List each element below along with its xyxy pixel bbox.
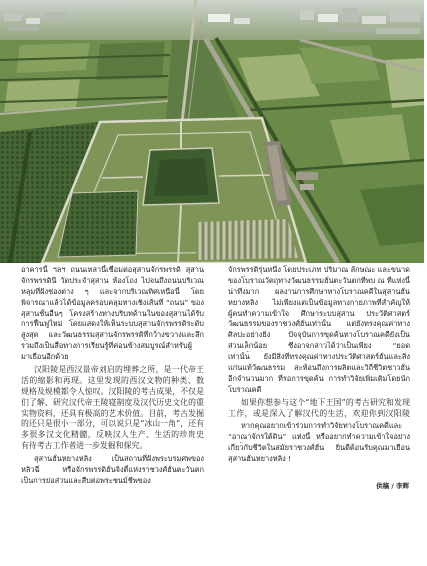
excavation-pits bbox=[196, 219, 298, 260]
text-line: หลุมที่ฝังช่องต่าง ๆ และจากบริเวณทิศเหนือนี้ โดย bbox=[21, 286, 204, 296]
left-text-column bbox=[21, 265, 204, 487]
text-line: 有待考古工作者进一步发掘和探究。 bbox=[21, 441, 148, 451]
text-line: สุสานฮั่นหยางหลิง ! bbox=[228, 454, 292, 464]
photo-credit: 供稿 / 李辉 bbox=[376, 482, 409, 490]
thai-paragraph bbox=[21, 454, 204, 487]
text-line: “อาณาจักรใต้ดิน” แห่งนี้ หรืออยากทำความเข้าใจอย่าง bbox=[228, 432, 410, 442]
text-line: 们了解、研究汉代帝王陵寝制度及汉代历史文化的重 bbox=[21, 397, 204, 407]
thai-paragraph bbox=[21, 265, 204, 363]
text-line: 汉阳陵是西汉景帝刘启的埋葬之所，是一代帝王 bbox=[34, 365, 204, 375]
chinese-paragraph bbox=[21, 365, 204, 452]
text-line: จักรพรรดิรุ่นหนึ่ง โดยประเภท ปริมาณ ลักษณะ และขนาด bbox=[228, 265, 410, 274]
chinese-paragraph bbox=[228, 398, 410, 420]
text-line: น่าทึ่งมาก ผลงานการศึกษาทางโบราณคดีในสุสานฮั่น bbox=[228, 286, 410, 296]
text-line: 的还只是很小一部分，可以说只是“冰山一角”，还有 bbox=[21, 419, 204, 429]
text-line: 规格及规模都令人惊叹。汉阳陵的考古成果，不仅是 bbox=[21, 386, 204, 396]
text-line: 如果你想参与这个“地下王国”的考古研究和发现 bbox=[241, 397, 410, 407]
text-line: 活的缩影和再现。这里发现的西汉文物的种类、数 bbox=[21, 375, 204, 385]
text-line: ผู้คนทำความเข้าใจ ศึกษาระบบสุสาน ประวัติศาสตร์ bbox=[228, 308, 410, 318]
text-line: สุสานฮั่นหยางหลิง เป็นสถานที่ฝังพระบรมศพของ bbox=[34, 454, 204, 464]
text-line: หยางหลิง ไม่เพียงแต่เป็นข้อมูลทางกายภาพที่สำคัญให้ bbox=[228, 297, 410, 307]
right-text-column bbox=[228, 265, 410, 465]
text-line: ของโบราณวัตถุทางวัฒนธรรมฮั่นตะวันตกที่พบ ณ ที่แห่งนี้ bbox=[228, 275, 410, 285]
text-line: อีกจำนวนมาก ที่รอการขุดค้น การทำวิจัยเพิ่มเติมโดยนัก bbox=[228, 373, 410, 383]
tree-square bbox=[58, 191, 138, 257]
text-line: จักรพรรดินี วัดประจำสุสาน ห้องโถง ไปจนถึงถนนบริเวณ bbox=[21, 275, 204, 285]
text-line: หลิวฉี่ หรือจักรพรรดิฮั่นจิ่งตี้แห่งราชวงศ์ฮั่นตะวันตก bbox=[21, 465, 204, 475]
text-line: เท่านั้น ยังมีสิ่งที่ทรงคุณค่าทางประวัติศาสตร์ฮั่นและสิ่ง bbox=[228, 352, 410, 362]
text-line: แก่นแท้วัฒนธรรม สะท้อนถึงการผลิตและวิถีชีวิตชาวฮั่น bbox=[228, 363, 410, 373]
text-line: พิจารณาแล้วได้ข้อมูลครอบคลุมทางเชิงเส้นที่ “ถนน” ของ bbox=[21, 297, 204, 307]
text-line: ส่วนเล็กน้อย ซึ่งอาจกล่าวได้ว่าเป็นเพียง “ยอด bbox=[228, 341, 410, 351]
text-line: สูงสุด และวัฒนธรรมสุสานจักรพรรดิที่กว้างขวางและลึก bbox=[21, 330, 204, 340]
text-line: รวมถึงเป็นสื่อทางการเรียนรู้ที่ค่อนข้างสมบูรณ์สำหรับผู้ bbox=[21, 341, 192, 351]
text-line: ศิลปะอย่างยิ่ง ปัจจุบันการขุดค้นทางโบราณคดียังเป็น bbox=[228, 330, 410, 340]
text-line: 实物资料，还具有极高的艺术价值。目前，考古发掘 bbox=[21, 408, 204, 418]
aerial-photo bbox=[0, 0, 424, 263]
text-line: หากคุณอยากเข้าร่วมการทำวิจัยทางโบราณคดีและ bbox=[241, 421, 403, 431]
text-line: อาคารนี้ ฯลฯ ถนนเหล่านี้เชื่อมต่อสุสานจักรพรรดิ สุสาน bbox=[21, 265, 204, 274]
text-line: เกี่ยวกับชีวิตในสมัยราชวงศ์ฮั่น ยินดีต้อนรับคุณมาเยือน bbox=[228, 443, 410, 453]
text-line: สุสานชั้นอื่นๆ โครงสร้างทางบริบทด้านในของสุสานได้รับ bbox=[21, 308, 204, 318]
text-line: เป็นการย่อส่วนและสืบต่อพระชนม์ชีพของ bbox=[21, 475, 151, 485]
text-line: โบราณคดี bbox=[228, 384, 262, 394]
text-line: 工作，或是深入了解汉代的生活，欢迎你到汉阳陵 bbox=[228, 408, 410, 418]
text-line: มาเยือนอีกด้วย bbox=[21, 352, 69, 362]
text-line: การฟื้นฟูใหม่ โดยแสดงให้เห็นระบบสุสานจักรพรรดิระดับ bbox=[21, 319, 204, 329]
text-line: 多很多汉文化精髓，反映汉人生产、生活的珍贵史 bbox=[21, 430, 204, 440]
text-line: วัฒนธรรมของราชวงศ์ฮั่นเท่านั้น แต่ยังทรงคุณค่าทาง bbox=[228, 319, 410, 329]
thai-paragraph bbox=[228, 421, 410, 465]
thai-paragraph bbox=[228, 265, 410, 396]
